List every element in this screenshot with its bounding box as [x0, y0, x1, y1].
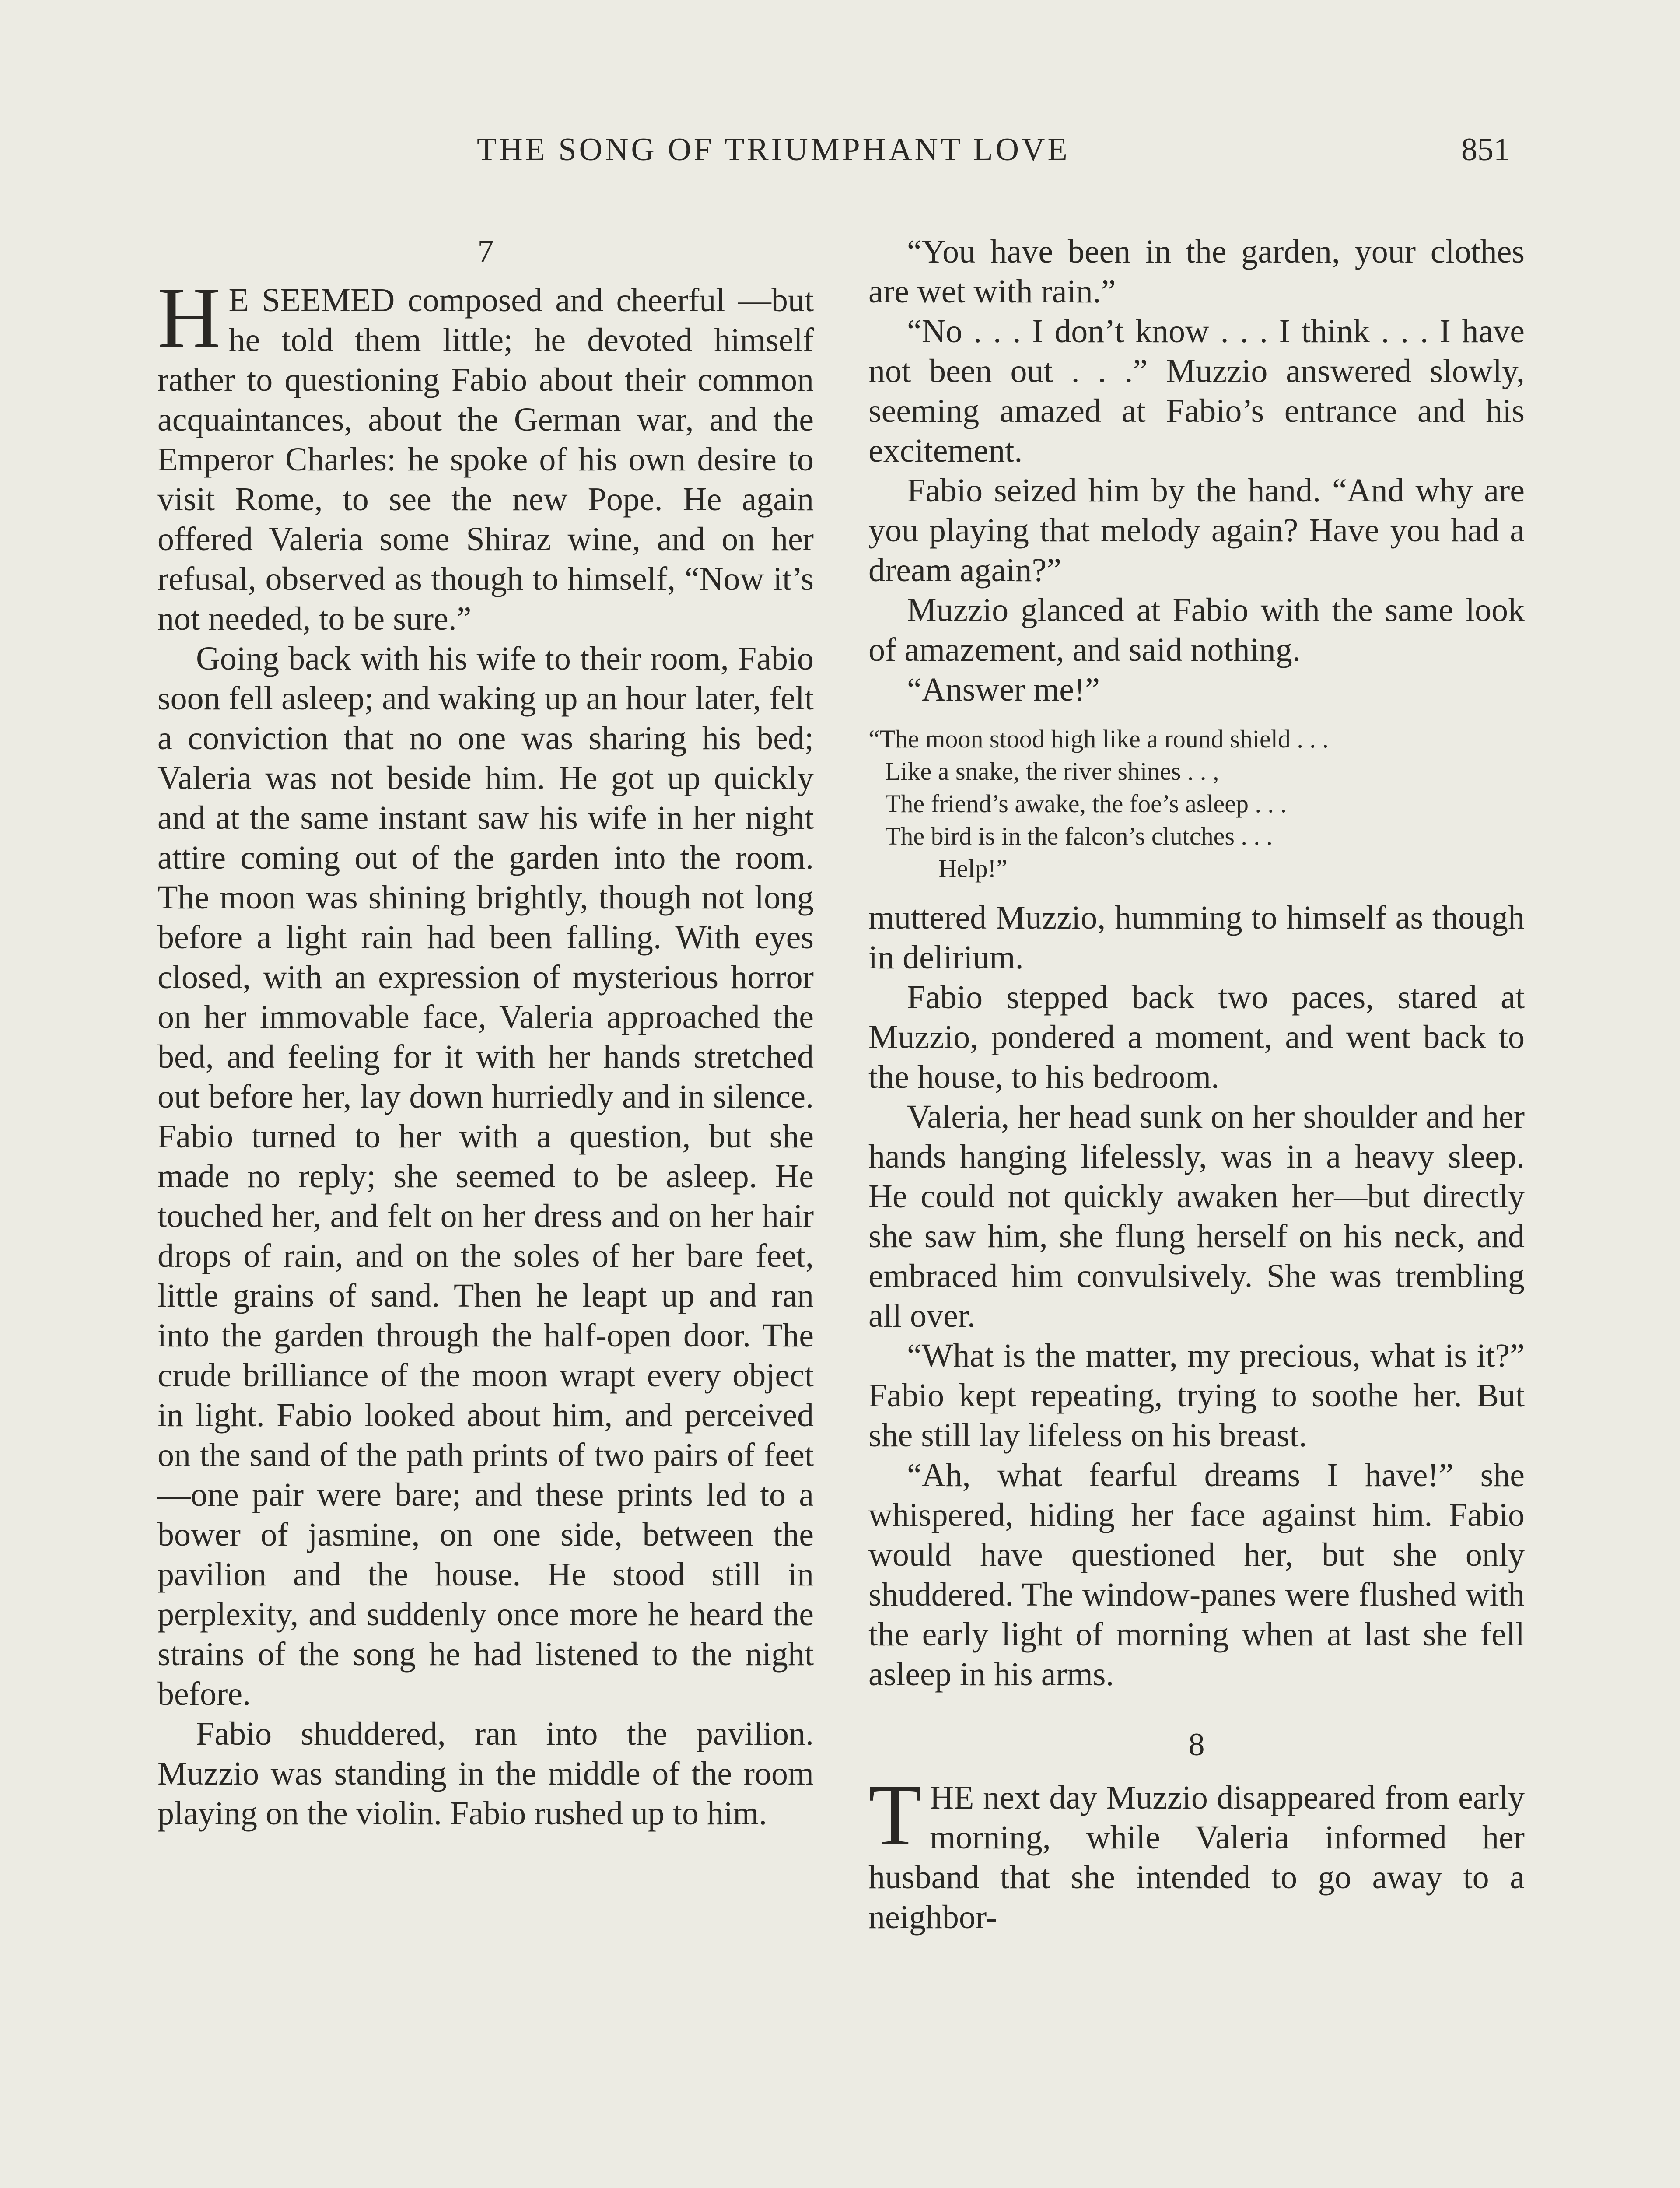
opening-smallcaps: HE: [930, 1779, 974, 1816]
verse-line: Like a snake, the river shines . . ,: [885, 757, 1219, 785]
body-paragraph: Fabio seized him by the hand. “And why are you playing that melody again? Have you had a dream again?”: [868, 472, 1525, 589]
verse-line: The friend’s awake, the foe’s asleep . . .: [885, 789, 1287, 818]
dropcap-letter: T: [868, 1767, 922, 1864]
left-column: [158, 232, 814, 1834]
verse-line: “The moon stood high like a round shield . . .: [868, 725, 1329, 753]
body-paragraph: muttered Muzzio, humming to himself as though in delirium.: [868, 899, 1525, 976]
dropcap-letter: H: [158, 270, 221, 366]
verse-line: The bird is in the falcon’s clutches . . .: [885, 822, 1273, 850]
body-paragraph: “Ah, what fearful dreams I have!” she whispered, hiding her face against him. Fabio would have questioned her, but she only shuddered. The window-panes were flushed with the early light of morning when at last she fell asleep in his arms.: [868, 1457, 1525, 1693]
running-header-title: THE SONG OF TRIUMPHANT LOVE: [477, 132, 1070, 168]
body-paragraph: “Answer me!”: [907, 671, 1100, 708]
chapter-opening-paragraph: [868, 1767, 1525, 1937]
section-number-7: 7: [477, 234, 494, 270]
opening-text: next day Muzzio disappeared from early morning, while Valeria informed her husband that she intended to go away to a neighbor-: [868, 1779, 1525, 1936]
section-number-8: 8: [1188, 1727, 1205, 1763]
right-column: [868, 232, 1525, 1937]
chapter-opening-paragraph: [158, 270, 814, 639]
verse-line: Help!”: [938, 854, 1008, 883]
opening-smallcaps: E SEEMED: [228, 282, 395, 319]
body-paragraph: “No . . . I don’t know . . . I think . . . I have not been out . . .” Muzzio answered slowly, seeming amazed at Fabio’s entrance and his excitement.: [868, 313, 1525, 469]
body-paragraph: Fabio shuddered, ran into the pavilion. Muzzio was standing in the middle of the room playing on the violin. Fabio rushed up to him.: [158, 1715, 814, 1832]
body-paragraph: Fabio stepped back two paces, stared at Muzzio, pondered a moment, and went back to the house, to his bedroom.: [868, 979, 1525, 1095]
body-paragraph: “What is the matter, my precious, what is it?” Fabio kept repeating, trying to soothe her. But she still lay lifeless on his breast.: [868, 1337, 1525, 1454]
body-paragraph: Valeria, her head sunk on her shoulder and her hands hanging lifelessly, was in a heavy sleep. He could not quickly awaken her—but directly she saw him, she flung herself on his neck, and embraced him convulsively. She was trembling all over.: [868, 1098, 1525, 1334]
body-paragraph: Going back with his wife to their room, Fabio soon fell asleep; and waking up an hour later, felt a conviction that no one was sharing his bed; Valeria was not beside him. He got up quickly and at the same instant saw his wife in her night attire coming out of the garden into the room. The moon was shining brightly, though not long before a light rain had been falling. With eyes closed, with an expression of mysterious horror on her immovable face, Valeria approached the bed, and feeling for it with her hands stretched out before her, lay down hurriedly and in silence. Fabio turned to her with a question, but she made no reply; she seemed to be asleep. He touched her, and felt on her dress and on her hair drops of rain, and on the soles of her bare feet, little grains of sand. Then he leapt up and ran into the garden through the half-open door. The crude brilliance of the moon wrapt every object in light. Fabio looked about him, and perceived on the sand of the path prints of two pairs of feet—one pair were bare; and these prints led to a bower of jasmine, on one side, between the pavilion and the house. He stood still in perplexity, and suddenly once more he heard the strains of the song he had listened to the night before.: [158, 640, 814, 1712]
body-paragraph: Muzzio glanced at Fabio with the same look of amazement, and said nothing.: [868, 592, 1525, 668]
opening-text: composed and cheerful —but he told them little; he devoted himself rather to questioning Fabio about their common acquaintances, about the German war, and the Emperor Charles: he spoke of his own desire to visit Rome, to see the new Pope. He again offered Valeria some Shiraz wine, and on her refusal, observed as though to himself, “Now it’s not needed, to be sure.”: [158, 282, 814, 637]
body-paragraph: “You have been in the garden, your clothes are wet with rain.”: [868, 233, 1525, 310]
page-number: 851: [1461, 132, 1510, 168]
song-verse: [868, 723, 1525, 885]
